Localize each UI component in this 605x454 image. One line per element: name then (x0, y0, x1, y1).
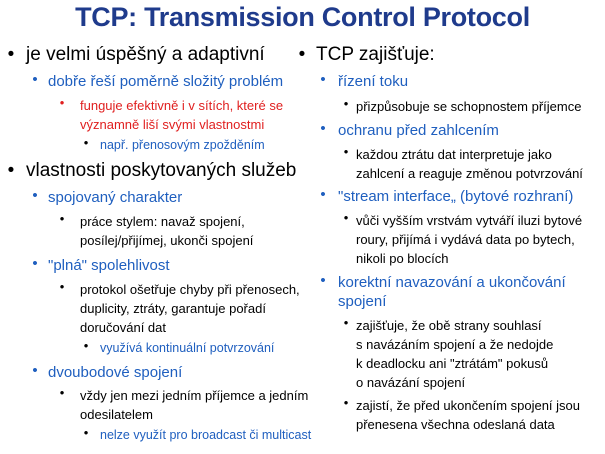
bullet-dot: • (83, 135, 89, 150)
left-subitem-1b: významně liší svými vlastnostmi (80, 117, 265, 132)
left-heading-1: je velmi úspěšný a adaptivní (26, 44, 265, 65)
right-subitem-1: přizpůsobuje se schopnostem příjemce (356, 99, 582, 114)
left-item-3: "plná" spolehlivost (48, 257, 170, 274)
left-subitem-2b: posílej/přijímej, ukonči spojení (80, 233, 254, 248)
right-subitem-2a: každou ztrátu dat interpretuje jako (356, 147, 552, 162)
left-subitem-4b: odesilatelem (80, 407, 153, 422)
right-subitem-4b: s navázáním spojení a že nedojde (356, 337, 554, 352)
left-subitem-4a: vždy jen mezi jedním příjemce a jedním (80, 388, 309, 403)
bullet-dot: • (32, 362, 38, 379)
bullet-dot: • (320, 272, 326, 289)
right-item-3: "stream interface„ (bytové rozhraní) (338, 188, 574, 205)
left-subitem-3b: duplicity, ztráty, garantuje pořadí (80, 301, 266, 316)
left-subitem-3c: doručování dat (80, 320, 167, 335)
left-subsubitem-3: využívá kontinuální potvrzování (100, 341, 275, 355)
bullet-dot: • (343, 315, 349, 330)
bullet-dot: • (343, 144, 349, 159)
bullet-dot: • (83, 338, 89, 353)
bullet-dot: • (343, 210, 349, 225)
left-subitem-2a: práce stylem: navaž spojení, (80, 214, 245, 229)
right-item-2: ochranu před zahlcením (338, 122, 499, 139)
right-item-4a: korektní navazování a ukončování (338, 274, 566, 291)
left-subsubitem-4: nelze využít pro broadcast či multicast (100, 428, 312, 442)
bullet-dot: • (7, 160, 15, 181)
left-item-2: spojovaný charakter (48, 189, 183, 206)
right-subitem-4a: zajišťuje, že obě strany souhlasí (356, 318, 542, 333)
left-heading-2: vlastnosti poskytovaných služeb (26, 160, 297, 181)
right-heading: TCP zajišťuje: (316, 44, 435, 65)
bullet-dot: • (32, 71, 38, 88)
slide-title: TCP: Transmission Control Protocol (75, 2, 530, 32)
bullet-dot: • (343, 96, 349, 111)
bullet-dot: • (320, 186, 326, 203)
bullet-dot: • (7, 44, 15, 65)
left-item-1: dobře řeší poměrně složitý problém (48, 73, 284, 90)
right-subitem-4d: o navázání spojení (356, 375, 466, 390)
bullet-dot: • (59, 95, 65, 110)
right-subitem-3b: roury, přijímá i vydává data po bytech, (356, 232, 575, 247)
bullet-dot: • (298, 44, 306, 65)
right-subitem-3a: vůči vyšším vrstvám vytváří iluzi bytové (356, 213, 583, 228)
right-item-4b: spojení (338, 293, 387, 310)
bullet-dot: • (59, 385, 65, 400)
bullet-dot: • (343, 395, 349, 410)
right-subitem-2b: zahlcení a reaguje změnou potvrzování (356, 166, 583, 181)
right-item-1: řízení toku (338, 73, 409, 90)
left-item-4: dvoubodové spojení (48, 364, 183, 381)
bullet-dot: • (59, 279, 65, 294)
right-subitem-5b: přenesena všechna odeslaná data (356, 417, 555, 432)
left-subsubitem-1: např. přenosovým zpožděním (100, 138, 265, 152)
bullet-dot: • (59, 211, 65, 226)
left-subitem-1a: funguje efektivně i v sítích, které se (80, 98, 284, 113)
right-subitem-5a: zajistí, že před ukončením spojení jsou (356, 398, 581, 413)
bullet-dot: • (320, 71, 326, 88)
bullet-dot: • (32, 187, 38, 204)
bullet-dot: • (83, 425, 89, 440)
right-subitem-4c: k deadlocku ani "ztrátám" pokusů (356, 356, 549, 371)
bullet-dot: • (320, 120, 326, 137)
bullet-dot: • (32, 255, 38, 272)
left-subitem-3a: protokol ošetřuje chyby při přenosech, (80, 282, 300, 297)
right-subitem-3c: nikoli po blocích (356, 251, 449, 266)
